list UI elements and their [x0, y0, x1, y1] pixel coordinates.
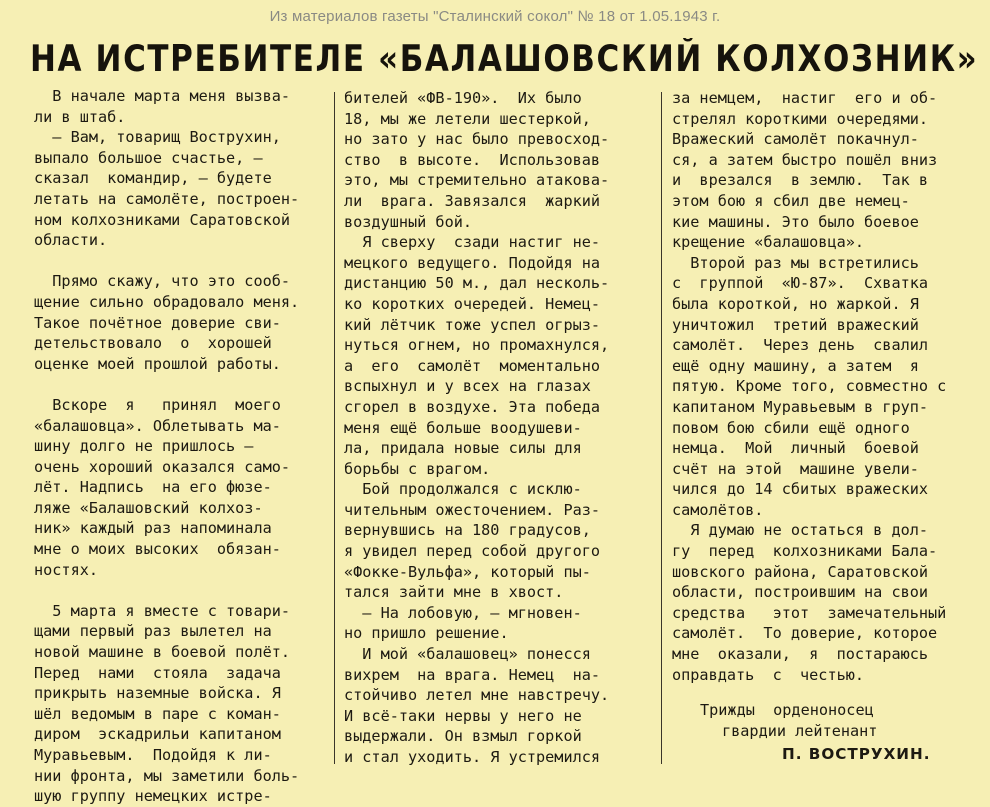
article-line: Бой продолжался с исклю-	[344, 480, 582, 499]
article-line: области.	[34, 231, 108, 250]
article-line: это, мы стремительно атакова-	[344, 171, 610, 190]
article-line: тался зайти мне в хвост.	[344, 583, 564, 602]
article-line: выдержали. Он взмыл горкой	[344, 727, 582, 746]
article-column-2	[344, 88, 644, 768]
article-line: но зато у нас было превосход-	[344, 130, 610, 149]
signature-name: П. ВОСТРУХИН.	[782, 745, 931, 763]
article-line: но пришло решение.	[344, 624, 509, 643]
article-line: Муравьевым. Подойдя к ли-	[34, 746, 272, 764]
article-line: мне о моих высоких обязан-	[34, 540, 281, 559]
article-line: области, построившим на свои	[672, 583, 929, 602]
article-line: вернувшись на 180 градусов,	[344, 521, 591, 540]
column-divider-2	[661, 92, 662, 764]
article-line: и стал уходить. Я устремился	[344, 748, 601, 766]
article-line: уничтожил третий вражеский	[672, 315, 919, 334]
article-line: 18, мы же летели шестеркой,	[344, 109, 591, 128]
article-line: крещение «балашовца».	[672, 233, 865, 252]
article-headline: НА ИСТРЕБИТЕЛЕ «БАЛАШОВСКИЙ КОЛХОЗНИК»	[30, 38, 979, 81]
article-line: сгорел в воздухе. Эта победа	[344, 397, 601, 416]
article-line: Перед нами стояла задача	[34, 663, 281, 682]
article-line: самолётов.	[672, 500, 764, 519]
signature-rank: Трижды орденоносец	[700, 701, 874, 719]
article-line: И всё-таки нервы у него не	[344, 706, 582, 725]
article-line: мецкого ведущего. Подойдя на	[344, 253, 601, 272]
article-line: новой машине в боевой полёт.	[34, 643, 291, 662]
article-line: И мой «балашовец» понесся	[344, 645, 591, 664]
article-line: повом бою сбили ещё одного	[672, 418, 910, 437]
article-line: ла, придала новые силы для	[344, 439, 582, 458]
article-line: шую группу немецких истре-	[34, 787, 272, 806]
article-line: выпало большое счастье, —	[34, 148, 263, 167]
article-line: оценке моей прошлой работы.	[34, 354, 281, 373]
article-line: счёт на этой машине увели-	[672, 459, 919, 478]
article-line: лёт. Надпись на его фюзе-	[34, 478, 272, 497]
article-line: самолёт. Через день свалил	[672, 336, 929, 355]
article-line: ся, а затем быстро пошёл вниз	[672, 150, 938, 169]
article-line: — На лобовую, — мгновен-	[344, 603, 582, 622]
article-line: Второй раз мы встретились	[672, 253, 919, 272]
article-line: ли в штаб.	[34, 107, 126, 126]
article-line: немца. Мой личный боевой	[672, 439, 919, 458]
article-line: детельствовало о хорошей	[34, 334, 272, 353]
article-line: летать на самолёте, построен-	[34, 189, 300, 208]
article-line: щами первый раз вылетел на	[34, 622, 272, 641]
article-line: шёл ведомым в паре с коман-	[34, 704, 281, 723]
article-line: пятую. Кроме того, совместно с	[672, 377, 947, 396]
article-line: была короткой, но жаркой. Я	[672, 294, 919, 313]
article-line: гу перед колхозниками Бала-	[672, 542, 938, 561]
article-line: диром эскадрильи капитаном	[34, 725, 281, 744]
article-line: «Фокке-Вульфа», который пы-	[344, 562, 591, 581]
article-line: В начале марта меня вызва-	[34, 87, 291, 105]
article-line	[34, 251, 326, 272]
article-line: — Вам, товарищ Вострухин,	[34, 128, 281, 147]
article-line: средства этот замечательный	[672, 603, 947, 622]
article-line: ство в высоте. Использовав	[344, 150, 601, 169]
article-line: ностях.	[34, 560, 99, 579]
article-line: за немцем, настиг его и об-	[672, 89, 938, 107]
article-line: ном колхозниками Саратовской	[34, 210, 291, 229]
article-line: ещё одну машину, а затем я	[672, 356, 919, 375]
article-line	[34, 374, 326, 395]
article-line: с группой «Ю-87». Схватка	[672, 274, 929, 293]
column-divider-1	[334, 92, 335, 764]
article-line: кий лётчик тоже успел огрыз-	[344, 315, 601, 334]
article-line: нуться огнем, но промахнулся,	[344, 336, 610, 355]
article-line: мне оказали, я постараюсь	[672, 645, 929, 664]
article-line: очень хороший оказался само-	[34, 457, 291, 476]
article-line: Я сверху сзади настиг не-	[344, 233, 601, 252]
article-line: меня ещё больше воодушеви-	[344, 418, 582, 437]
article-line: капитаном Муравьевым в груп-	[672, 397, 929, 416]
signature-title: гвардии лейтенант	[722, 722, 878, 740]
article-line: 5 марта я вместе с товари-	[34, 601, 291, 620]
article-line: сказал командир, — будете	[34, 169, 272, 188]
article-line: шовского района, Саратовской	[672, 562, 929, 581]
article-line	[34, 580, 326, 601]
article-line: щение сильно обрадовало меня.	[34, 292, 300, 311]
article-line: воздушный бой.	[344, 212, 473, 231]
article-line: стойчиво летел мне навстречу.	[344, 686, 610, 705]
source-caption: Из материалов газеты "Сталинский сокол" № 18 от 1.05.1943 г.	[269, 8, 721, 25]
article-line: я увидел перед собой другого	[344, 542, 601, 561]
article-line: прикрыть наземные войска. Я	[34, 684, 281, 703]
article-line: самолёт. То доверие, которое	[672, 624, 938, 643]
article-line: шину долго не пришлось —	[34, 437, 254, 456]
article-column-1	[34, 86, 326, 807]
article-line: Прямо скажу, что это сооб-	[34, 272, 291, 291]
article-line: ник» каждый раз напоминала	[34, 519, 272, 538]
article-line: Вскоре я принял моего	[34, 395, 281, 414]
article-column-3	[672, 88, 968, 685]
article-line: Вражеский самолёт покачнул-	[672, 130, 919, 149]
article-line: «балашовца». Облетывать ма-	[34, 416, 281, 435]
article-line: борьбы с врагом.	[344, 459, 491, 478]
article-line: чительным ожесточением. Раз-	[344, 500, 601, 519]
article-line: кие машины. Это было боевое	[672, 212, 919, 231]
article-line: нии фронта, мы заметили боль-	[34, 766, 300, 785]
article-line: ляже «Балашовский колхоз-	[34, 498, 263, 517]
article-line: этом бою я сбил две немец-	[672, 191, 910, 210]
article-line: вихрем на врага. Немец на-	[344, 665, 601, 684]
article-line: оправдать с честью.	[672, 665, 865, 684]
article-line: и врезался в землю. Так в	[672, 171, 929, 190]
article-line: вспыхнул и у всех на глазах	[344, 377, 591, 396]
article-line: дистанцию 50 м., дал несколь-	[344, 274, 610, 293]
article-line: стрелял короткими очередями.	[672, 109, 929, 128]
article-line: ко коротких очередей. Немец-	[344, 294, 601, 313]
article-line: Такое почётное доверие сви-	[34, 313, 281, 332]
article-line: ли врага. Завязался жаркий	[344, 191, 601, 210]
article-line: Я думаю не остаться в дол-	[672, 521, 929, 540]
article-line: бителей «ФВ-190». Их было	[344, 89, 582, 107]
article-line: а его самолёт моментально	[344, 356, 601, 375]
article-line: чился до 14 сбитых вражеских	[672, 480, 929, 499]
